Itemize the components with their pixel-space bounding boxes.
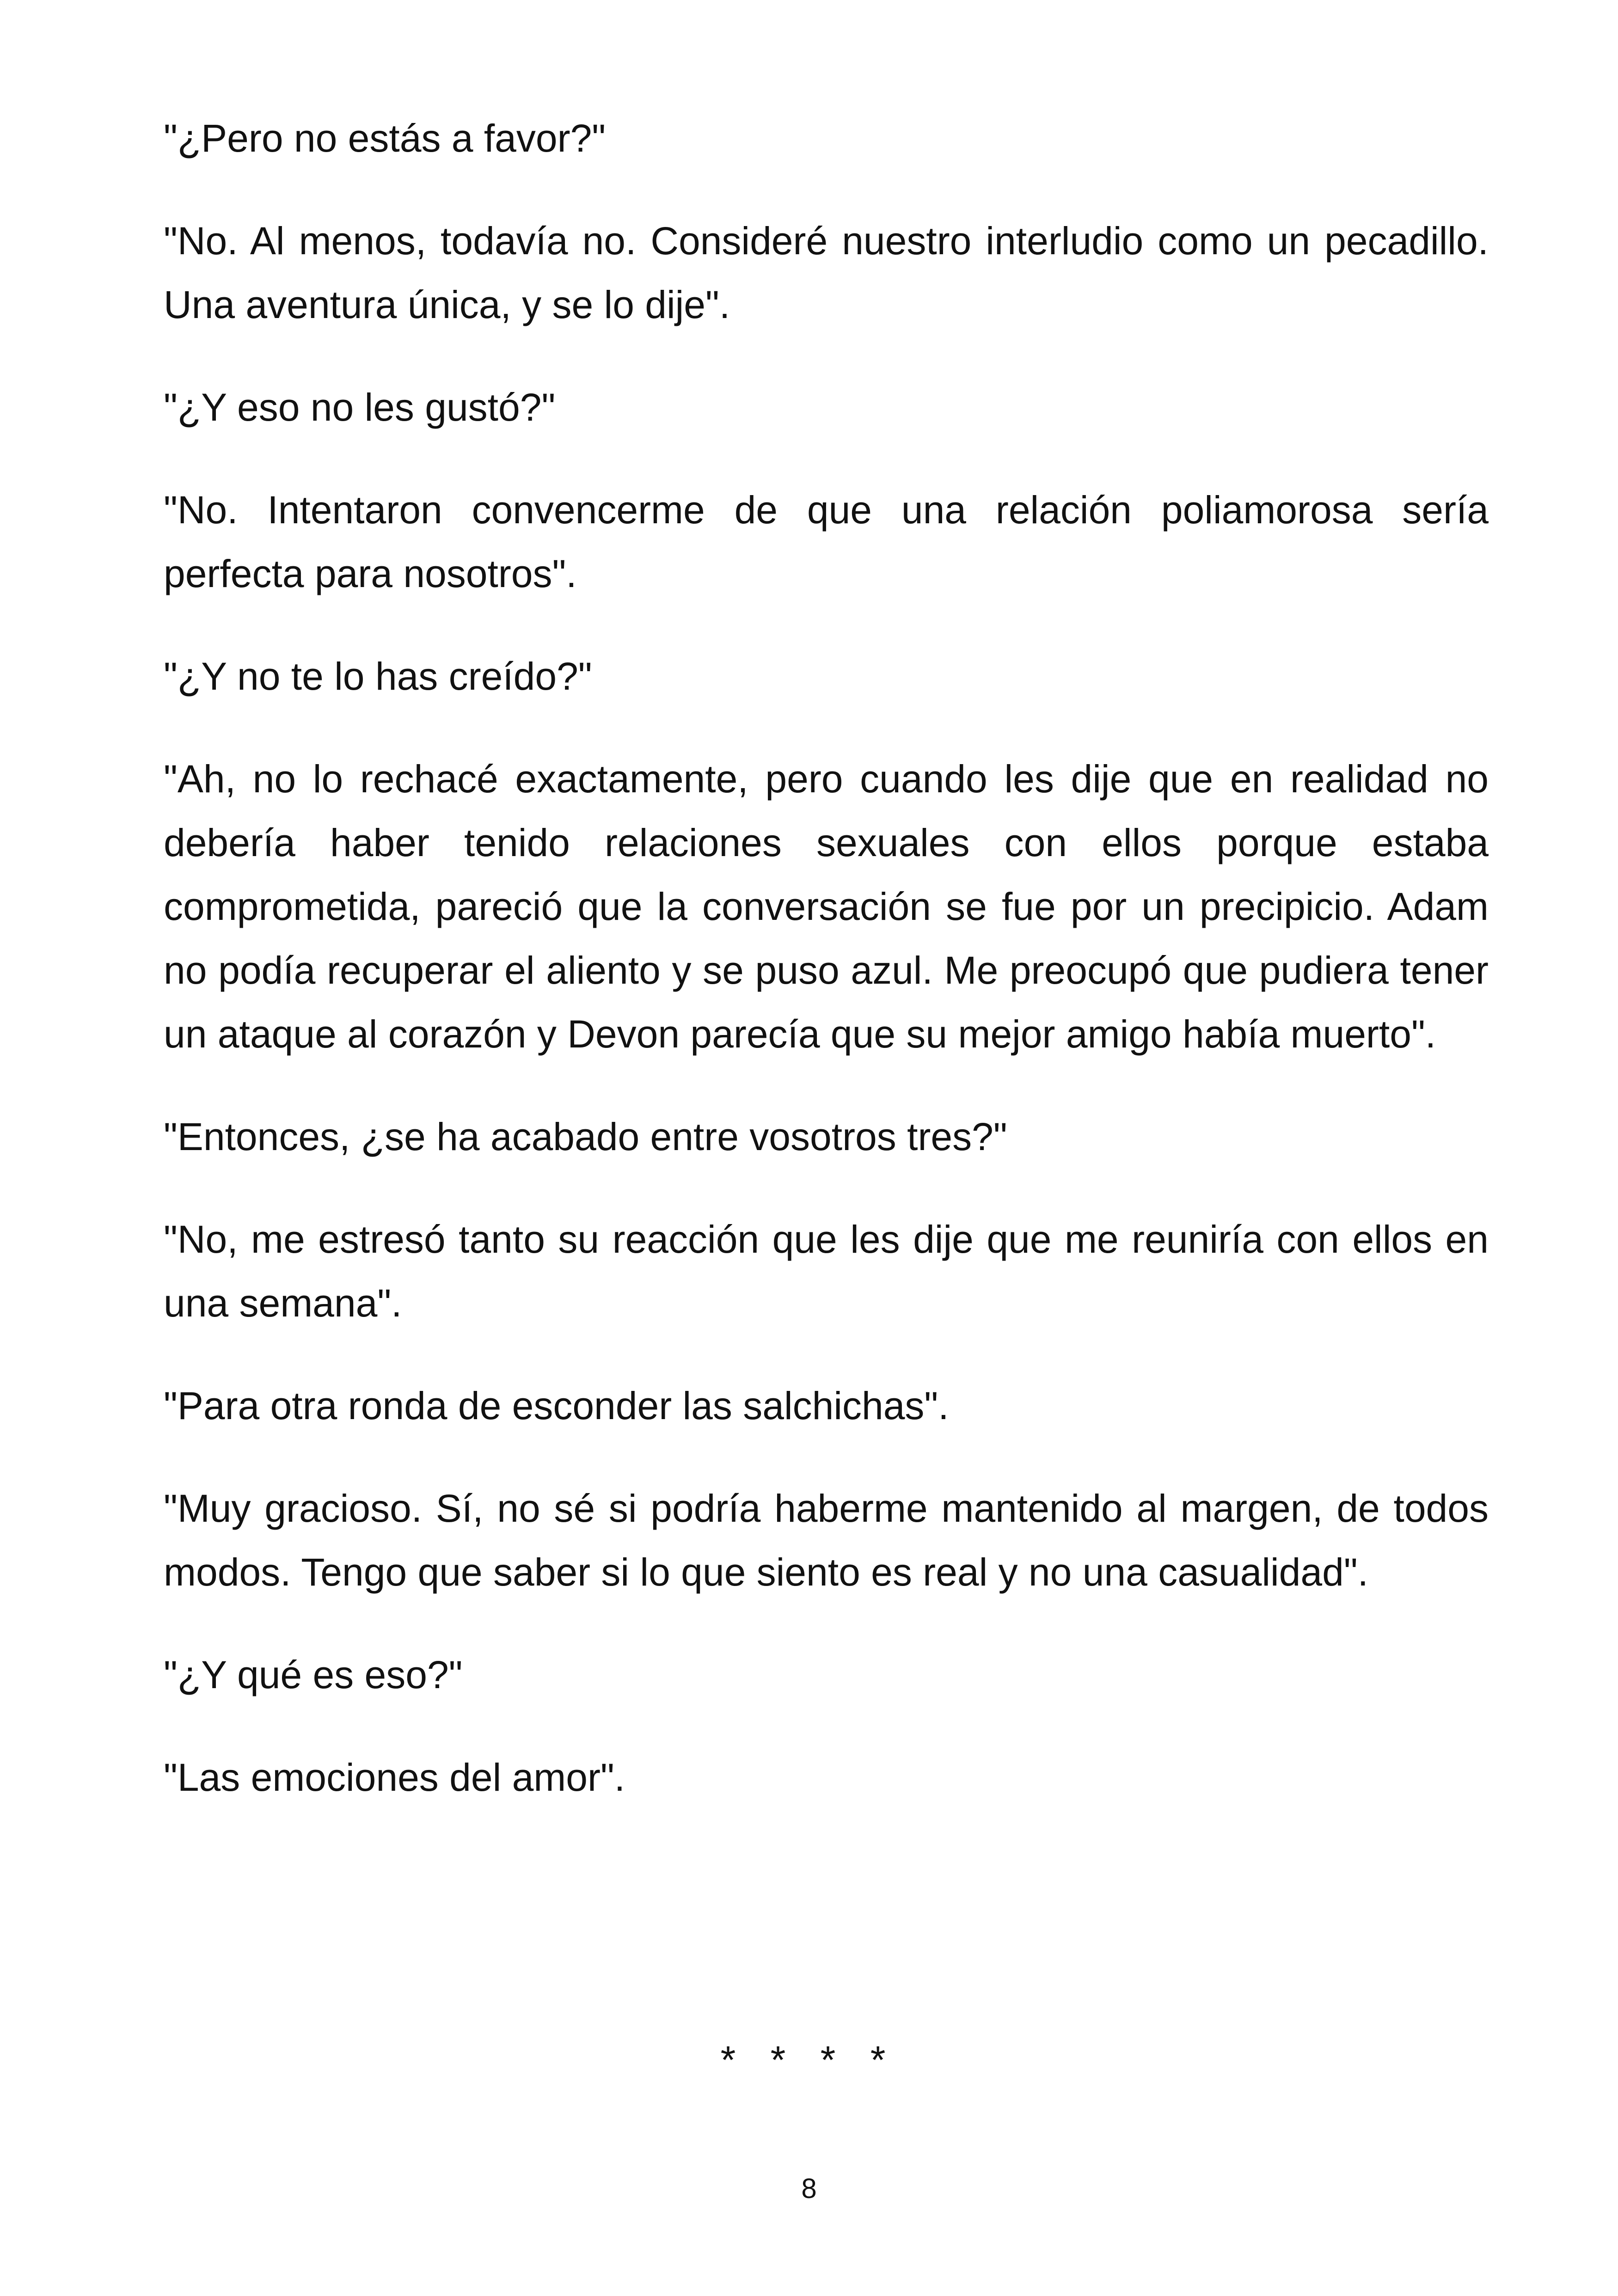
paragraph: "Las emociones del amor".	[164, 1756, 625, 1799]
body-text	[164, 106, 1489, 1848]
paragraph: "¿Y qué es eso?"	[164, 1653, 463, 1696]
paragraph: "Ah, no lo rechacé exactamente, pero cuando les dije que en realidad no debería haber tenido relaciones sexuales con ellos porque estaba comprometida, pareció que la conversación se fue por un precipicio. Adam no podía recuperar el aliento y se puso azul. Me preocupó que pudiera tener un ataque al corazón y Devon parecía que su mejor amigo había muerto".	[164, 757, 1489, 1056]
paragraph: "No, me estresó tanto su reacción que les dije que me reuniría con ellos en una semana".	[164, 1218, 1489, 1325]
paragraph: "¿Y eso no les gustó?"	[164, 386, 556, 429]
paragraph: "No. Intentaron convencerme de que una relación poliamorosa sería perfecta para nosotros".	[164, 488, 1489, 595]
paragraph: "¿Pero no estás a favor?"	[164, 116, 606, 160]
paragraph: "¿Y no te lo has creído?"	[164, 655, 592, 698]
paragraph: "No. Al menos, todavía no. Consideré nuestro interludio como un pecadillo. Una aventura única, y se lo dije".	[164, 219, 1489, 326]
section-separator: * * * *	[720, 2038, 898, 2082]
paragraph: "Entonces, ¿se ha acabado entre vosotros tres?"	[164, 1115, 1007, 1158]
paragraph: "Muy gracioso. Sí, no sé si podría haberme mantenido al margen, de todos modos. Tengo que saber si lo que siento es real y no una casualidad".	[164, 1487, 1489, 1594]
page-number: 8	[801, 2173, 817, 2204]
paragraph: "Para otra ronda de esconder las salchichas".	[164, 1384, 949, 1427]
